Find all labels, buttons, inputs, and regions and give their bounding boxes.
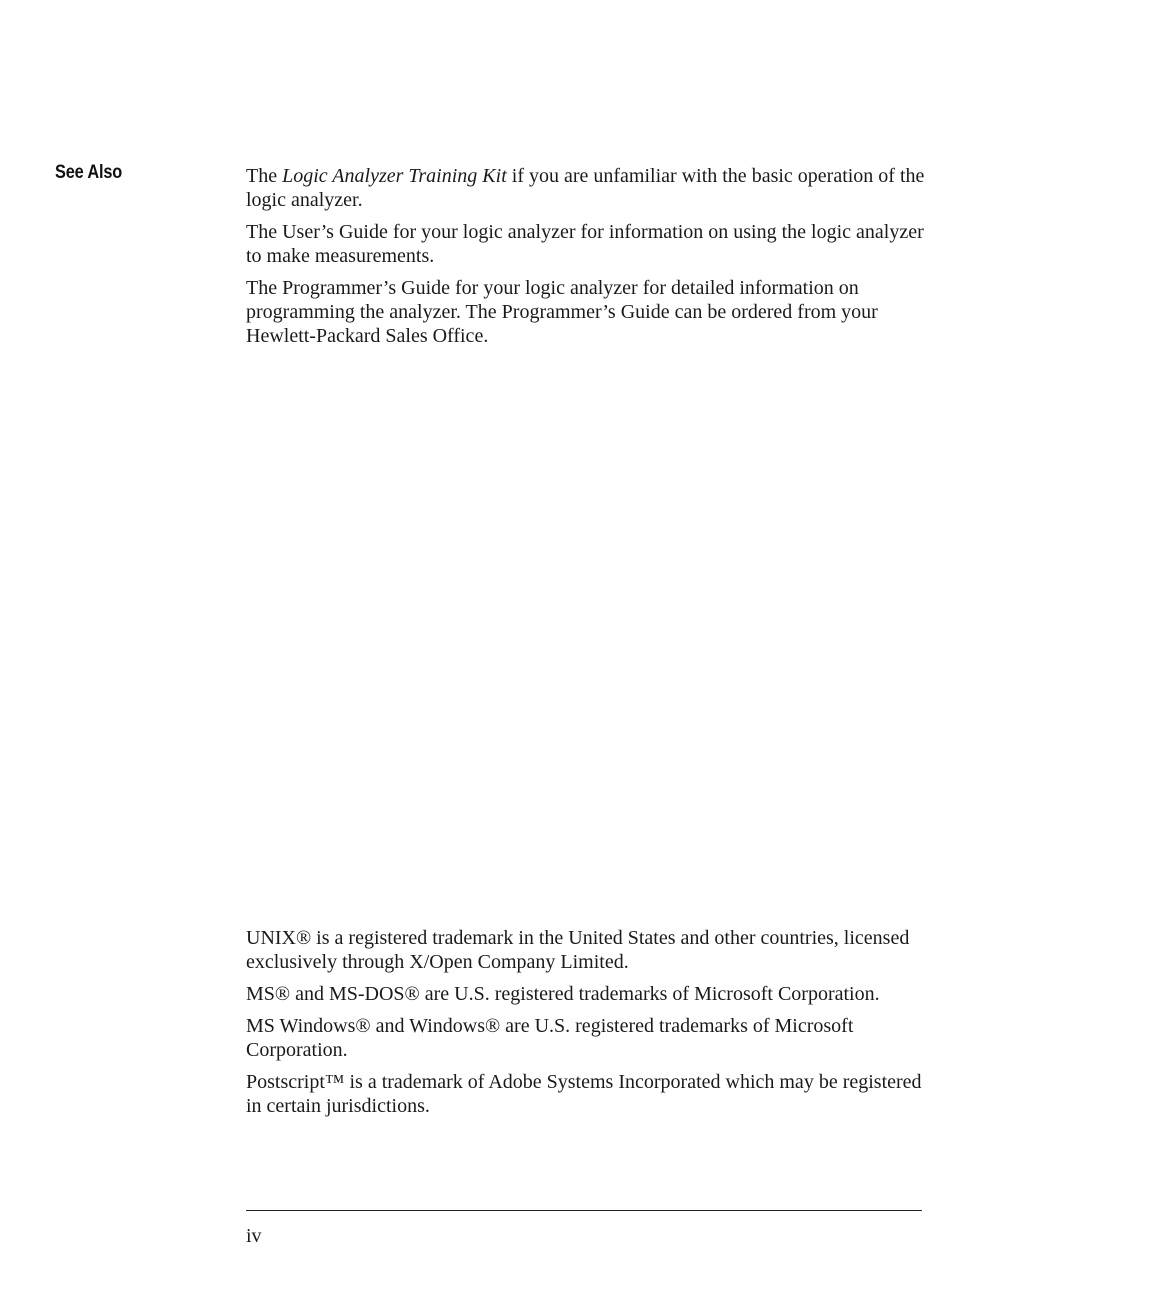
trademark-notices [246, 926, 936, 1126]
trademark-unix: UNIX® is a registered trademark in the United States and other countries, licensed exclusively through X/Open Company Limited. [246, 927, 910, 973]
see-also-list [246, 164, 926, 356]
training-kit-title: Logic Analyzer Training Kit [282, 165, 507, 187]
see-also-item-prefix: The [246, 165, 283, 187]
trademark-ms-dos: MS® and MS-DOS® are U.S. registered trademarks of Microsoft Corporation. [246, 983, 880, 1005]
see-also-item-suffix: if you are unfamiliar with the basic operation of the logic analyzer. [246, 165, 925, 211]
see-also-heading: See Also [55, 162, 123, 183]
see-also-item-users-guide: The User’s Guide for your logic analyzer for information on using the logic analyzer to make measurements. [246, 221, 924, 267]
see-also-item-training-kit [246, 164, 926, 212]
trademark-postscript: Postscript™ is a trademark of Adobe Systems Incorporated which may be registered in certain jurisdictions. [246, 1071, 922, 1117]
footer-divider [246, 1210, 922, 1211]
see-also-item-programmers-guide: The Programmer’s Guide for your logic analyzer for detailed information on programming the analyzer. The Programmer’s Guide can be ordered from your Hewlett-Packard Sales Office. [246, 277, 878, 347]
trademark-windows: MS Windows® and Windows® are U.S. registered trademarks of Microsoft Corporation. [246, 1015, 854, 1061]
page-number: iv [246, 1225, 262, 1247]
